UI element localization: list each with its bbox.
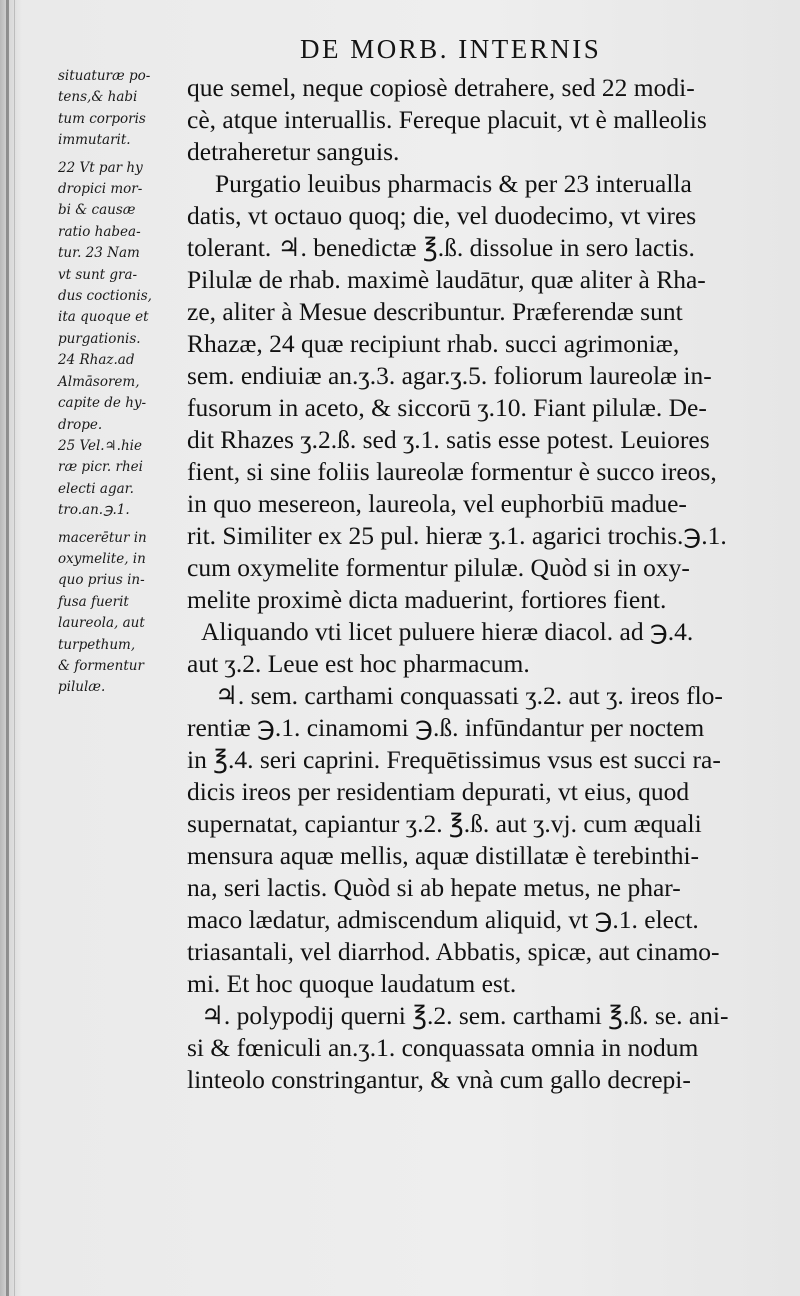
- margin-note-line: tro.an.℈.1.: [58, 502, 130, 519]
- margin-note-line: macerētur in: [58, 529, 147, 546]
- margin-note-line: capite de hy-: [58, 395, 147, 412]
- margin-note-line: ita quoque et: [58, 309, 149, 326]
- margin-note-line: ræ picr. rhei: [58, 459, 143, 476]
- text-line: Rhazæ, 24 quæ recipiunt rhab. succi agrimoniæ,: [187, 329, 680, 358]
- text-line: fusorum in aceto, & siccorū ʒ.10. Fiant pilulæ. De-: [187, 393, 707, 422]
- paragraph-start-line: ♃. sem. carthami conquassati ʒ.2. aut ʒ. ireos flo-: [215, 681, 723, 710]
- text-line: triasantali, vel diarrhod. Abbatis, spicæ, aut cinamo-: [187, 937, 720, 966]
- margin-note-line: immutarit.: [58, 132, 131, 149]
- text-line: dit Rhazes ʒ.2.ß. sed ʒ.1. satis esse potest. Leuiores: [187, 425, 710, 454]
- paragraph-start-line: ♃. polypodij querni ℥.2. sem. carthami ℥.ß. se. ani-: [201, 1001, 729, 1030]
- text-line: si & fœniculi an.ʒ.1. conquassata omnia in nodum: [187, 1033, 699, 1062]
- margin-note-line: tens,& habi: [58, 89, 138, 106]
- text-line: datis, vt octauo quoq; die, vel duodecimo, vt vires: [187, 201, 697, 230]
- margin-note-line: 24 Rhaz.ad: [58, 352, 135, 369]
- text-line: rit. Similiter ex 25 pul. hieræ ʒ.1. agarici trochis.℈.1.: [187, 521, 727, 550]
- text-line: cè, atque interuallis. Fereque placuit, vt è malleolis: [187, 105, 707, 134]
- margin-notes: [58, 66, 186, 699]
- text-line: sem. endiuiæ an.ʒ.3. agar.ʒ.5. foliorum laureolæ in-: [187, 361, 712, 390]
- page-gutter-edge: [14, 0, 15, 1296]
- margin-note-line: drope.: [58, 416, 103, 433]
- text-line: dicis ireos per residentiam depurati, vt eius, quod: [187, 777, 690, 806]
- text-line: rentiæ ℈.1. cinamomi ℈.ß. infūndantur per noctem: [187, 713, 705, 742]
- text-line: in quo mesereon, laureola, vel euphorbiū madue-: [187, 489, 687, 518]
- paragraph-start-line: Purgatio leuibus pharmacis & per 23 interualla: [215, 169, 692, 198]
- margin-note-line: laureola, aut: [58, 615, 145, 632]
- text-line: tolerant. ♃. benedictæ ℥.ß. dissolue in sero lactis.: [187, 233, 695, 262]
- text-line: supernatat, capiantur ʒ.2. ℥.ß. aut ʒ.vj. cum æquali: [187, 809, 702, 838]
- text-line: mensura aquæ mellis, aquæ distillatæ è terebinthi-: [187, 841, 700, 870]
- margin-note-line: 25 Vel.♃.hie: [58, 437, 142, 454]
- text-line: na, seri lactis. Quòd si ab hepate metus, ne phar-: [187, 873, 681, 902]
- margin-note-line: dus coctionis,: [58, 288, 152, 305]
- main-text-block: [187, 72, 765, 1096]
- margin-note-line: Almāsorem,: [58, 373, 140, 390]
- paragraph-start-line: Aliquando vti licet puluere hieræ diacol. ad ℈.4.: [201, 617, 694, 646]
- margin-note-line: bi & causæ: [58, 202, 136, 219]
- text-line: detraheretur sanguis.: [187, 137, 400, 166]
- margin-note-line: 22 Vt par hy: [58, 159, 143, 176]
- margin-note-line: purgationis.: [58, 330, 141, 347]
- margin-note-line: tum corporis: [58, 110, 146, 127]
- margin-note-line: oxymelite, in: [58, 550, 146, 567]
- margin-note-line: tur. 23 Nam: [58, 245, 140, 262]
- margin-note-line: quo prius in-: [58, 572, 145, 589]
- text-line: in ℥.4. seri caprini. Frequētissimus vsus est succi ra-: [187, 745, 721, 774]
- margin-note-line: situaturæ po-: [58, 68, 151, 84]
- text-line: linteolo constringantur, & vnà cum gallo decrepi-: [187, 1065, 691, 1094]
- margin-note-line: vt sunt gra-: [58, 266, 138, 283]
- text-line: cum oxymelite formentur pilulæ. Quòd si in oxy-: [187, 553, 690, 582]
- margin-note-line: fusa fuerit: [58, 593, 129, 610]
- text-line: melite proximè dicta maduerint, fortiores fient.: [187, 585, 667, 614]
- text-line: que semel, neque copiosè detrahere, sed 22 modi-: [187, 73, 695, 102]
- text-line: ze, aliter à Mesue describuntur. Præferendæ sunt: [187, 297, 683, 326]
- text-line: Pilulæ de rhab. maximè laudātur, quæ aliter à Rha-: [187, 265, 706, 294]
- running-header: DE MORB. INTERNIS: [300, 34, 602, 64]
- text-line: aut ʒ.2. Leue est hoc pharmacum.: [187, 649, 530, 678]
- text-line: mi. Et hoc quoque laudatum est.: [187, 969, 517, 998]
- text-line: maco lædatur, admiscendum aliquid, vt ℈.1. elect.: [187, 905, 699, 934]
- page-gutter-shadow: [6, 0, 9, 1296]
- margin-note-line: & formentur: [58, 657, 144, 674]
- margin-note-line: turpethum,: [58, 636, 136, 653]
- margin-note-line: pilulæ.: [58, 679, 106, 696]
- margin-note-line: electi agar.: [58, 480, 134, 497]
- margin-note-line: ratio habea-: [58, 223, 141, 240]
- text-line: fient, si sine foliis laureolæ formentur è succo ireos,: [187, 457, 717, 486]
- margin-note-line: dropici mor-: [58, 181, 143, 198]
